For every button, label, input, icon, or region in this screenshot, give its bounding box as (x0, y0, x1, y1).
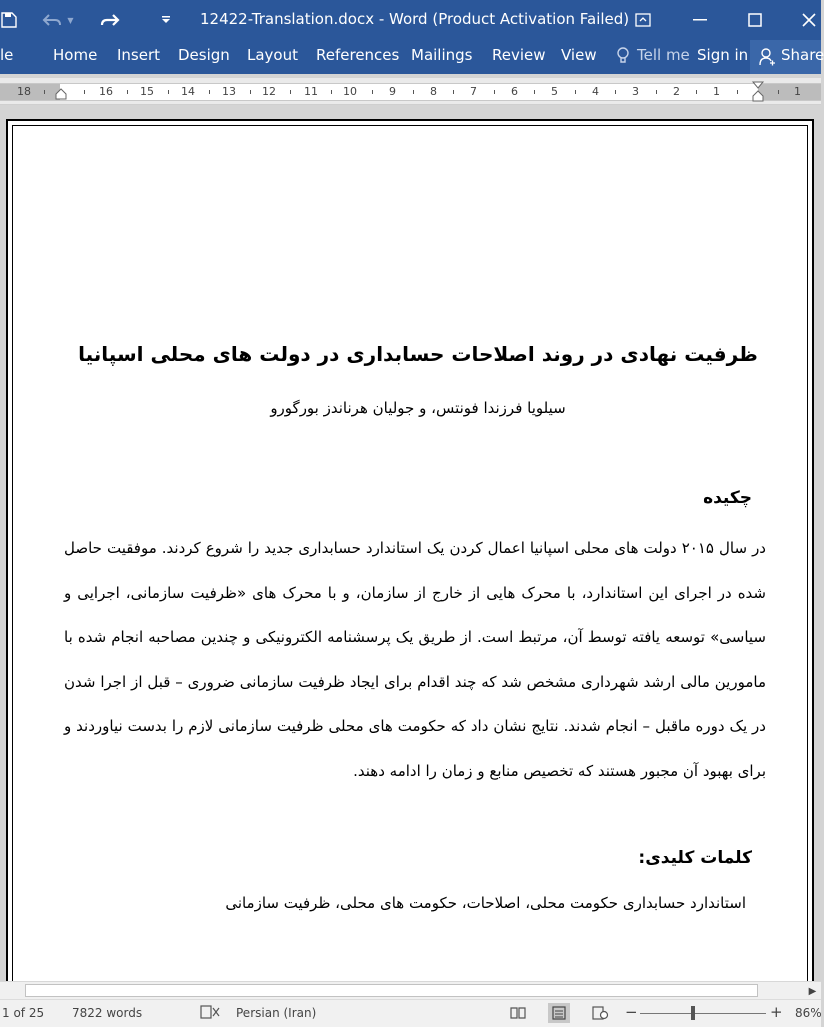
ruler-number: 15 (140, 85, 154, 98)
ruler-number: 5 (551, 85, 558, 98)
ruler-number: 11 (304, 85, 318, 98)
tab-file[interactable]: le (0, 46, 14, 64)
page-count[interactable]: 1 of 25 (2, 1006, 45, 1020)
keywords-heading: کلمات کلیدی: (638, 848, 752, 868)
ruler-tick (372, 90, 373, 94)
ruler-tick (331, 90, 332, 94)
abstract-heading: چکیده (703, 488, 752, 508)
ruler-number: 14 (181, 85, 195, 98)
ruler-number: 2 (673, 85, 680, 98)
tab-references[interactable]: References (316, 46, 400, 64)
ruler-number: 10 (343, 85, 357, 98)
ruler-number: 16 (99, 85, 113, 98)
ruler-tick (127, 90, 128, 94)
zoom-out-button[interactable]: − (625, 1003, 638, 1021)
ruler-tick (696, 90, 697, 94)
scroll-right-arrow-icon[interactable]: ▶ (808, 985, 817, 997)
proofing-icon[interactable] (200, 1004, 220, 1023)
scrollbar-thumb[interactable] (25, 984, 758, 997)
ruler-tick (656, 90, 657, 94)
document-page[interactable] (6, 119, 814, 1019)
tab-design[interactable]: Design (178, 46, 230, 64)
ruler-number: 3 (632, 85, 639, 98)
tell-me-search[interactable]: Tell me (637, 46, 690, 64)
ruler-tick (737, 90, 738, 94)
ruler-number: 18 (17, 85, 31, 98)
undo-icon[interactable]: ▼ (38, 0, 78, 40)
ruler-tick (534, 90, 535, 94)
horizontal-scrollbar[interactable] (0, 981, 821, 1000)
lightbulb-icon[interactable] (616, 47, 630, 69)
share-label: Share (781, 46, 824, 64)
web-layout-icon[interactable] (589, 1003, 611, 1023)
document-canvas[interactable] (0, 105, 821, 981)
ruler-tick (453, 90, 454, 94)
ruler-tick (290, 90, 291, 94)
ruler-tick (250, 90, 251, 94)
zoom-slider-thumb[interactable] (691, 1006, 695, 1020)
zoom-level[interactable]: 86% (795, 1006, 822, 1020)
ribbon-tab-bar (0, 40, 824, 74)
ruler-tick (209, 90, 210, 94)
ruler-number: 8 (430, 85, 437, 98)
minimize-icon[interactable] (685, 0, 715, 40)
ruler-right-margin (758, 84, 821, 100)
left-indent-marker[interactable] (55, 84, 67, 104)
sign-in-link[interactable]: Sign in (697, 46, 749, 64)
ruler-number: 4 (592, 85, 599, 98)
tab-review[interactable]: Review (492, 46, 546, 64)
ruler-tick (413, 90, 414, 94)
save-icon[interactable] (0, 0, 18, 40)
ruler-number: 1 (713, 85, 720, 98)
ruler-bar (0, 78, 821, 105)
tab-home[interactable]: Home (53, 46, 98, 64)
ruler-tick (44, 90, 45, 94)
tab-layout[interactable]: Layout (247, 46, 298, 64)
close-icon[interactable] (796, 0, 821, 40)
tab-view[interactable]: View (561, 46, 597, 64)
document-authors: سیلویا فرزندا فونتس، و جولیان هرناندز بورگورو (270, 399, 566, 417)
ruler-number: 1 (794, 85, 801, 98)
tab-insert[interactable]: Insert (117, 46, 161, 64)
ruler-tick (168, 90, 169, 94)
language-indicator[interactable]: Persian (Iran) (236, 1006, 317, 1020)
window-title: 12422-Translation.docx - Word (Product Activation Failed) (200, 10, 630, 28)
ruler-tick (494, 90, 495, 94)
title-bar (0, 0, 821, 40)
ribbon-display-options-icon[interactable] (630, 0, 656, 40)
print-layout-icon[interactable] (548, 1003, 570, 1023)
horizontal-ruler[interactable] (0, 83, 821, 101)
ruler-number: 6 (511, 85, 518, 98)
right-indent-marker[interactable] (752, 81, 764, 107)
zoom-in-button[interactable]: + (770, 1003, 783, 1021)
ruler-number: 7 (470, 85, 477, 98)
tab-mailings[interactable]: Mailings (411, 46, 473, 64)
word-count[interactable]: 7822 words (72, 1006, 143, 1020)
person-icon (759, 48, 776, 70)
ruler-tick (615, 90, 616, 94)
read-mode-icon[interactable] (507, 1003, 529, 1023)
redo-icon[interactable] (96, 0, 122, 40)
maximize-icon[interactable] (740, 0, 770, 40)
ruler-number: 9 (389, 85, 396, 98)
zoom-slider[interactable] (640, 1013, 766, 1014)
ruler-number: 12 (262, 85, 276, 98)
ruler-tick (778, 90, 779, 94)
abstract-paragraph: در سال ۲۰۱۵ دولت های محلی اسپانیا اعمال کردن یک استاندارد حسابداری جدید را شروع کردند. موفقیت حاصل شده در اجرای این استاندارد، با محرک هایی از خارج از سازمان، و با محرک های «ظرفیت سازمانی، اجرایی و سیاسی» توسعه یافته توسط آن، مرتبط است. از طریق یک پرسشنامه الکترونیکی و چندین مصاحبه انجام شده با مامورین مالی ارشد شهرداری مشخص شد که چند اقدام برای ایجاد ظرفیت سازمانی ضروری – قبل از اجرا شدن در یک دوره ماقبل – انجام شدند. نتایج نشان داد که حکومت های محلی ظرفیت سازمانی لازم را بدست نیاوردند و برای بهبود آن مجبور هستند که تخصیص منابع و زمان را ادامه دهند. (64, 539, 766, 780)
document-title: ظرفیت نهادی در روند اصلاحات حسابداری در دولت های محلی اسپانیا (78, 342, 758, 366)
keywords-paragraph: استاندارد حسابداری حکومت محلی، اصلاحات، حکومت های محلی، ظرفیت سازمانی (225, 894, 746, 912)
ruler-tick (575, 90, 576, 94)
share-button[interactable] (750, 40, 824, 74)
ruler-tick (84, 90, 85, 94)
status-bar (0, 999, 821, 1027)
customize-qat-icon[interactable] (156, 0, 176, 40)
ruler-number: 13 (222, 85, 236, 98)
